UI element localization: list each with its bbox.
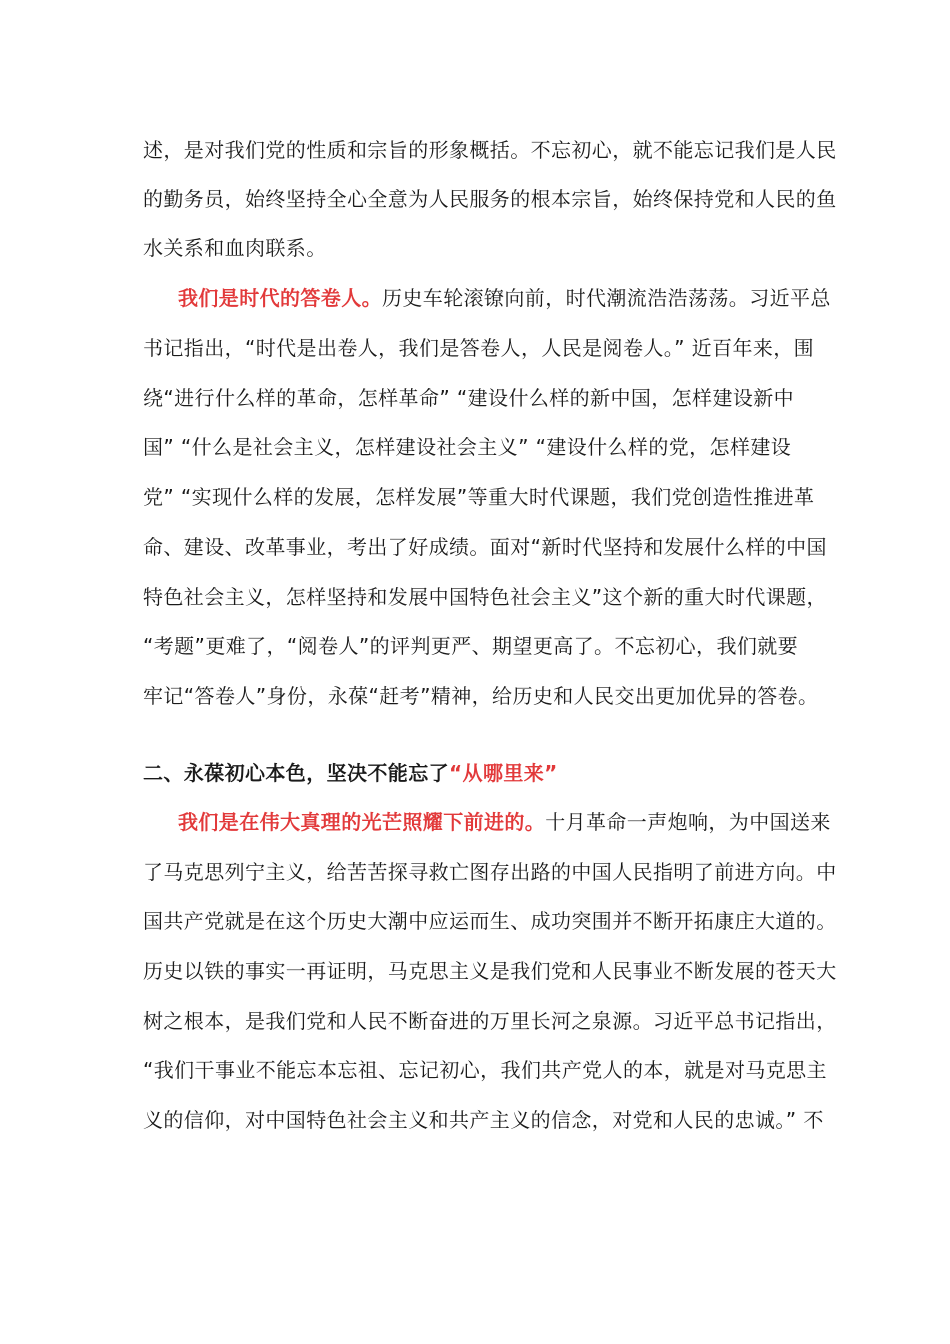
paragraph3-line: “我们干事业不能忘本忘祖、忘记初心，我们共产党人的本，就是对马克思主	[143, 1058, 827, 1082]
paragraph3-highlight: 我们是在伟大真理的光芒照耀下前进的。	[178, 810, 546, 834]
paragraph2-line: 国” “什么是社会主义，怎样建设社会主义” “建设什么样的党，怎样建设	[143, 435, 792, 459]
paragraph2-line: 绕“进行什么样的革命，怎样革命” “建设什么样的新中国，怎样建设新中	[143, 386, 795, 410]
paragraph1-line: 述，是对我们党的性质和宗旨的形象概括。不忘初心，就不能忘记我们是人民	[143, 138, 837, 162]
paragraph1-line: 的勤务员，始终坚持全心全意为人民服务的根本宗旨，始终保持党和人民的鱼	[143, 187, 837, 211]
paragraph3-line: 义的信仰，对中国特色社会主义和共产主义的信念，对党和人民的忠诚。” 不	[143, 1108, 824, 1132]
paragraph1-line: 水关系和血肉联系。	[143, 236, 327, 260]
paragraph3-line: 了马克思列宁主义，给苦苦探寻救亡图存出路的中国人民指明了前进方向。中	[143, 860, 837, 884]
paragraph2-line: 命、建设、改革事业，考出了好成绩。面对“新时代坚持和发展什么样的中国	[143, 535, 827, 559]
paragraph2-line: 特色社会主义，怎样坚持和发展中国特色社会主义”这个新的重大时代课题，	[143, 585, 827, 609]
paragraph3-line: 树之根本，是我们党和人民不断奋进的万里长河之泉源。习近平总书记指出，	[143, 1009, 837, 1033]
paragraph2-highlight: 我们是时代的答卷人。	[178, 286, 382, 310]
paragraph2-line: “考题”更难了，“阅卷人”的评判更严、期望更高了。不忘初心，我们就要	[143, 634, 799, 658]
section-heading-text: 二、永葆初心本色，坚决不能忘了	[143, 761, 449, 785]
paragraph3-line: 历史以铁的事实一再证明，马克思主义是我们党和人民事业不断发展的苍天大	[143, 959, 837, 983]
section-heading-highlight: “从哪里来”	[449, 761, 558, 785]
paragraph2-first-line	[178, 283, 831, 313]
paragraph3-first-line	[178, 807, 831, 837]
paragraph3-first-line-text: 十月革命一声炮响，为中国送来	[545, 810, 831, 834]
paragraph2-first-line-text: 历史车轮滚镣向前，时代潮流浩浩荡荡。习近平总	[382, 286, 831, 310]
paragraph2-line: 牢记“答卷人”身份，永葆“赶考”精神，给历史和人民交出更加优异的答卷。	[143, 684, 819, 708]
section-heading	[143, 758, 558, 788]
paragraph2-line: 党” “实现什么样的发展，怎样发展”等重大时代课题，我们党创造性推进革	[143, 485, 815, 509]
paragraph3-line: 国共产党就是在这个历史大潮中应运而生、成功突围并不断开拓康庄大道的。	[143, 909, 837, 933]
paragraph2-line: 书记指出，“时代是出卷人，我们是答卷人，人民是阅卷人。” 近百年来，围	[143, 336, 815, 360]
